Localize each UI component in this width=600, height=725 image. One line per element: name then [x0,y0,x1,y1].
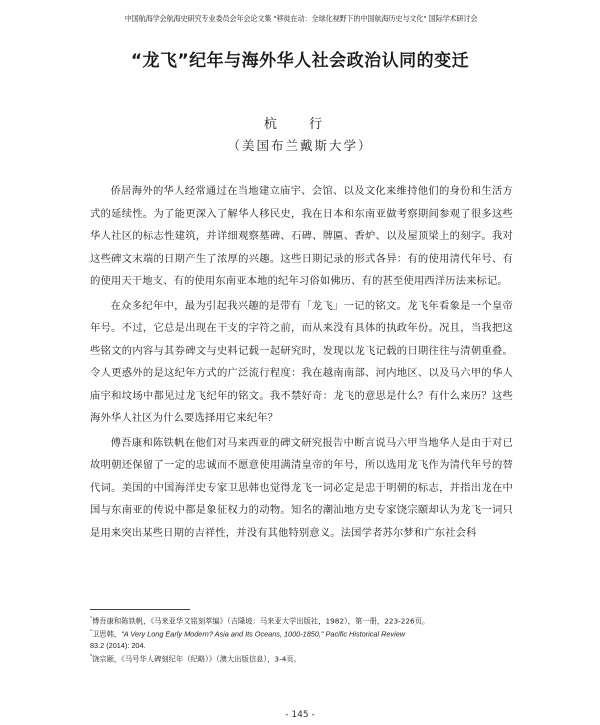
page-number: - 145 - [285,710,315,720]
body-text [90,180,513,546]
footnotes [90,614,515,665]
paper-title: “龙飞”纪年与海外华人社会政治认同的变迁 [130,51,470,71]
footnote-citation: "A Very Long Early Modern? Asia and Its Oceans, 1000-1850," Pacific Historical Review [121,629,406,639]
footnote-text: 傅吾康和陈铁帆，《马来亚华文铭刻萃编》（吉隆坡：马来亚大学出版社，1982），第一册，223-226页。 [92,616,430,626]
footnote-number: ² [90,629,93,636]
footnote [90,652,515,665]
footnote-number: ³ [90,653,93,660]
footnote-text: 饶宗颐，《马号华人碑刻纪年（纪略）》（澳大出版信息），3-4页。 [92,654,301,664]
footnote-citation-tail: 83.2 (2014): 204. [90,641,146,651]
paragraph: 在众多纪年中，最为引起我兴趣的是带有「龙飞」一记的铭文。龙飞年看象是一个皇帝年号。不过，它总是出现在干支的字符之前，而从来没有具体的执政年份。况且，当我把这些铭文的内容与其券碑文与史料记载一起研究时，发现以龙飞记载的日期往往与清朝重叠。令人更惑外的是这纪年方式的广泛流行程度：我在越南南部、河内地区、以及马六甲的华人庙宇和坟场中都见过龙飞纪年的铭文。我不禁好奇：龙飞的意思是什么？有什么来历？这些海外华人社区为什么要选择用它来纪年？ [90,299,513,424]
footnote [90,627,515,652]
footnote [90,614,515,627]
footnote-text: 卫思韩， [92,629,122,639]
author-name: 杭 行 [263,117,337,132]
footnote-number: ¹ [90,616,93,622]
author-affiliation: （美国布兰戴斯大学） [227,138,373,153]
paragraph: 侨居海外的华人经常通过在当地建立庙宇、会馆、以及文化来维持他们的身份和生活方式的延续性。为了能更深入了解华人移民史，我在日本和东南亚做考察期间参观了很多这些华人社区的标志性建筑，并详细观察墓碑、石碑、牌匾、香炉、以及屋顶梁上的刻字。我对这些碑文末端的日期产生了浓厚的兴趣。这些日期记录的形式各异：有的使用清代年号、有的使用天干地支、有的使用东南亚本地的纪年习俗如佛历、有的甚至使用西洋历法来标记。 [90,185,513,287]
footnote-divider [90,609,190,610]
paragraph: 傅吾康和陈铁帆在他们对马来西亚的碑文研究报告中断言说马六甲当地华人是由于对已故明朝还保留了一定的忠诚而不愿意使用满清皇帝的年号，所以选用龙飞作为清代年号的替代词。美国的中国海洋史专家卫思韩也觉得龙飞一词必定是忠于明朝的标志，并指出龙在中国与东南亚的传说中都是象征权力的动物。知名的潮汕地方史专家饶宗颐却认为龙飞一词只是用来突出某些日期的吉祥性，并没有其他特别意义。法国学者苏尔梦和广东社会科 [90,436,513,539]
running-header: 中国航海学会航海史研究专业委员会年会论文集 "移徙在动：全球化视野下的中国航海历史与文化" 国际学术研讨会 [124,14,478,23]
